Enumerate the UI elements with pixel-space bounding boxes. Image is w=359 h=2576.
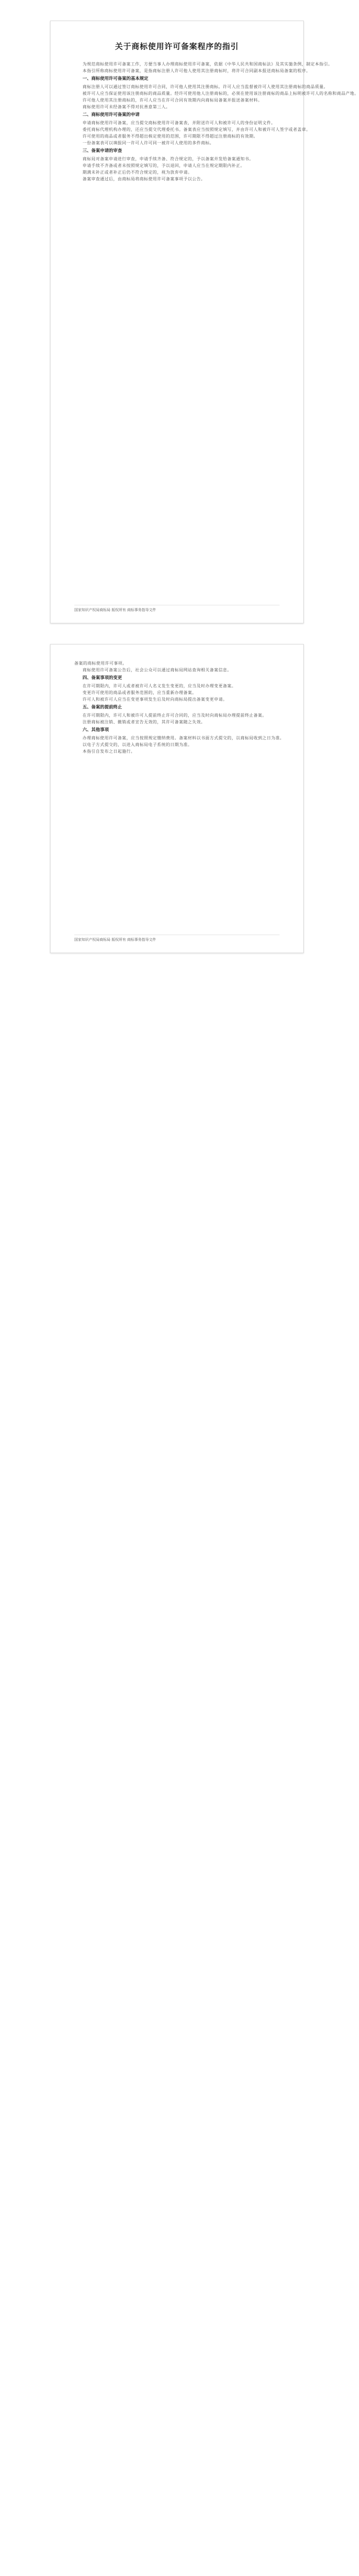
section-heading: 一、商标使用许可备案的基本规定 bbox=[83, 76, 149, 81]
section-heading: 二、商标使用许可备案的申请 bbox=[83, 112, 140, 117]
paragraph: 许可人和被许可人应当在变更事项发生后及时向商标局提出备案变更申请。 bbox=[83, 697, 227, 702]
paragraph: 办理商标使用许可备案，应当按照规定缴纳费用。备案材料以书面方式提交的，以商标局收到之日为准。 bbox=[83, 736, 284, 740]
page-body bbox=[74, 660, 284, 755]
paragraph: 为规范商标使用许可备案工作，方便当事人办理商标使用许可备案，依据《中华人民共和国商标法》及其实施条例，制定本指引。 bbox=[83, 62, 333, 66]
paragraph: 被许可人应当保证使用该注册商标的商品质量。经许可使用他人注册商标的，必须在使用该注册商标的商品上标明被许可人的名称和商品产地。 bbox=[83, 91, 359, 96]
paragraph: 在许可期限内，许可人和被许可人提前终止许可合同的，应当及时向商标局办理提前终止备案。 bbox=[83, 713, 267, 718]
paragraph: 商标使用许可未经备案不得对抗善意第三人。 bbox=[83, 105, 170, 109]
paragraph: 许可他人使用其注册商标的，许可人应当在许可合同有效期内向商标局备案并报送备案材料。 bbox=[83, 98, 263, 103]
paragraph: 备案审查通过后，由商标局将商标使用许可备案事项予以公告。 bbox=[83, 177, 205, 181]
page-body bbox=[74, 61, 359, 182]
paragraph: 本指引所称商标使用许可备案，是指商标注册人许可他人使用其注册商标时，将许可合同副本报送商标局备案的程序。 bbox=[83, 69, 311, 73]
section-heading: 五、备案的提前终止 bbox=[83, 705, 122, 710]
page-footer: 国家知识产权局商标局 版权所有 商标事务指导文件 bbox=[74, 605, 280, 613]
section-heading: 四、备案事项的变更 bbox=[83, 675, 122, 681]
page-footer: 国家知识产权局商标局 版权所有 商标事务指导文件 bbox=[74, 935, 280, 942]
paragraph: 在许可期限内，许可人或者被许可人名义发生变更的，应当及时办理变更备案。 bbox=[83, 684, 236, 688]
paragraph: 本指引自发布之日起施行。 bbox=[83, 749, 135, 754]
document-title: 关于商标使用许可备案程序的指引 bbox=[115, 42, 239, 51]
section-heading: 六、其他事项 bbox=[83, 727, 109, 733]
paragraph: 期满未补正或者补正后仍不符合规定的，视为放弃申请。 bbox=[83, 170, 192, 175]
paragraph: 商标局对备案申请进行审查，申请手续齐备、符合规定的，予以备案并发给备案通知书。 bbox=[83, 157, 254, 161]
section-heading: 三、备案申请的审查 bbox=[83, 148, 122, 154]
document-page-1 bbox=[50, 21, 359, 623]
paragraph: 商标注册人可以通过签订商标使用许可合同，许可他人使用其注册商标。许可人应当监督被许可人使用其注册商标的商品质量。 bbox=[83, 84, 328, 89]
paragraph: 变更许可使用的商品或者服务范围的，应当重新办理备案。 bbox=[83, 690, 197, 695]
paragraph: 委托商标代理机构办理的，还应当提交代理委托书。备案表应当按照规定填写，并由许可人和被许可人签字或者盖章。 bbox=[83, 127, 311, 132]
paragraph: 许可使用的商品或者服务不得超出核定使用的范围，许可期限不得超过注册商标的有效期。 bbox=[83, 134, 258, 139]
paragraph: 以电子方式提交的，以进入商标局电子系统的日期为准。 bbox=[83, 742, 192, 747]
paragraph: 备案的商标使用许可事项。 bbox=[74, 661, 127, 666]
paragraph: 申请商标使用许可备案，应当提交商标使用许可备案表，并附送许可人和被许可人的身份证明文件。 bbox=[83, 121, 275, 125]
paragraph: 注册商标被注销、撤销或者宣告无效的，其许可备案随之失效。 bbox=[83, 720, 205, 724]
paragraph: 申请手续不齐备或者未按照规定填写的，予以退回，申请人应当在规定期限内补正。 bbox=[83, 163, 245, 168]
document-page-2 bbox=[50, 644, 304, 953]
paragraph: 商标使用许可备案公告后，社会公众可以通过商标局网站查询相关备案信息。 bbox=[83, 668, 232, 672]
paragraph: 一份备案表可以填报同一许可人许可同一被许可人使用的多件商标。 bbox=[83, 141, 214, 145]
